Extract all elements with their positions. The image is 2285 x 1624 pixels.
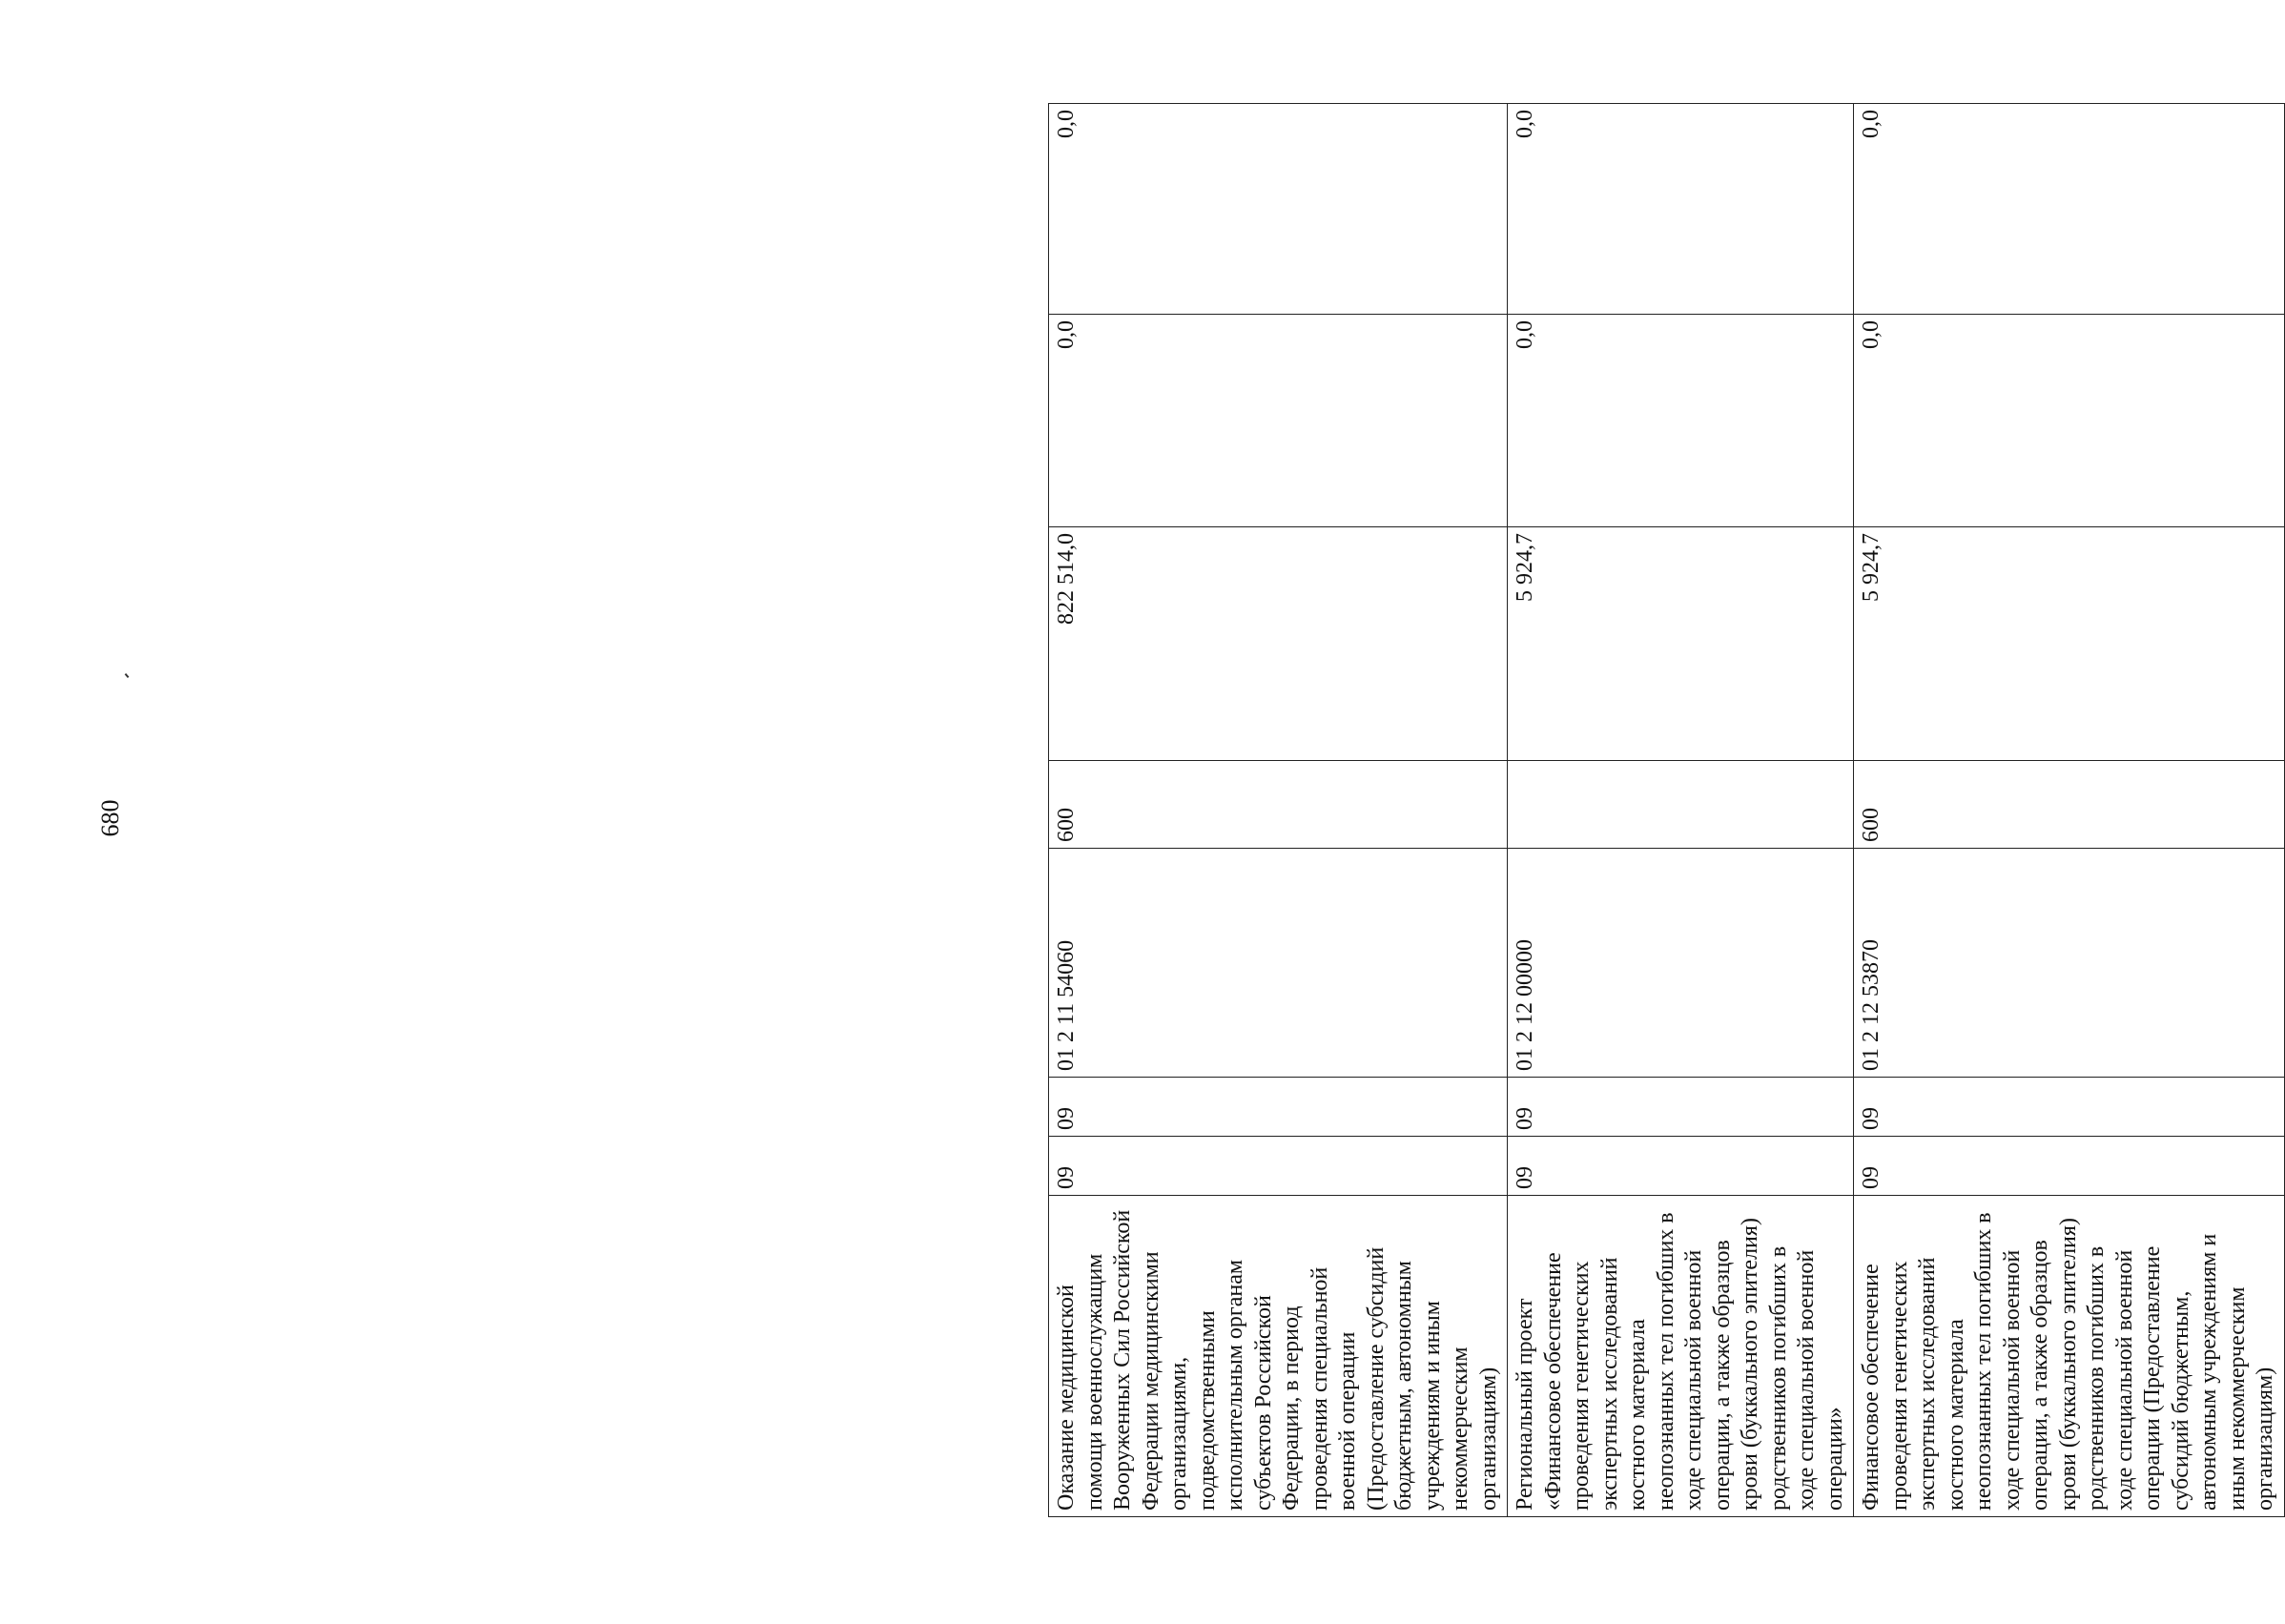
- min-cell: 09: [1049, 1137, 1508, 1196]
- rz-cell: 09: [1049, 1078, 1508, 1137]
- row-name-cell: Финансовое обеспечение проведения генетических экспертных исследований костного материала неопознанных тел погибших в ходе специальной военной операции, а также образцов крови (буккального эпителия) родственников погибших в ходе специальной военной операции (Предоставление субсидий бюджетным, автономным учреждениям и иным некоммерческим организациям): [1854, 1196, 2285, 1517]
- vr-cell: 600: [1049, 761, 1508, 849]
- table-row: [1508, 104, 1854, 1517]
- sum3-cell: 0,0: [1049, 104, 1508, 315]
- row-name-cell: Региональный проект «Финансовое обеспечение проведения генетических экспертных исследований костного материала неопознанных тел погибших в ходе специальной военной операции, а также образцов крови (буккального эпителия) родственников погибших в ходе специальной военной операции»: [1508, 1196, 1854, 1517]
- csr-cell: 01 2 12 53870: [1854, 849, 2285, 1078]
- rz-cell: 09: [1508, 1078, 1854, 1137]
- min-cell: 09: [1854, 1137, 2285, 1196]
- row-name-cell: Оказание медицинской помощи военнослужащим Вооруженных Сил Российской Федерации медицинскими организациями, подведомственными исполнительным органам субъектов Российской Федерации, в период проведения специальной военной операции (Предоставление субсидий бюджетным, автономным учреждениям и иным некоммерческим организациям): [1049, 1196, 1508, 1517]
- rz-cell: 09: [1854, 1078, 2285, 1137]
- sum3-cell: 0,0: [1508, 104, 1854, 315]
- csr-cell: 01 2 12 00000: [1508, 849, 1854, 1078]
- csr-cell: 01 2 11 54060: [1049, 849, 1508, 1078]
- vr-cell: 600: [1854, 761, 2285, 849]
- scan-speck: [125, 673, 130, 678]
- budget-table: [1048, 103, 2285, 1517]
- page-number: 680: [96, 799, 124, 837]
- sum2-cell: 0,0: [1854, 315, 2285, 527]
- budget-table-rotated: [1048, 104, 2277, 1517]
- sum1-cell: 5 924,7: [1854, 527, 2285, 761]
- sum1-cell: 5 924,7: [1508, 527, 1854, 761]
- sum3-cell: 0,0: [1854, 104, 2285, 315]
- table-row: [1854, 104, 2285, 1517]
- sum2-cell: 0,0: [1049, 315, 1508, 527]
- min-cell: 09: [1508, 1137, 1854, 1196]
- vr-cell: [1508, 761, 1854, 849]
- sum2-cell: 0,0: [1508, 315, 1854, 527]
- sum1-cell: 822 514,0: [1049, 527, 1508, 761]
- table-row: [1049, 104, 1508, 1517]
